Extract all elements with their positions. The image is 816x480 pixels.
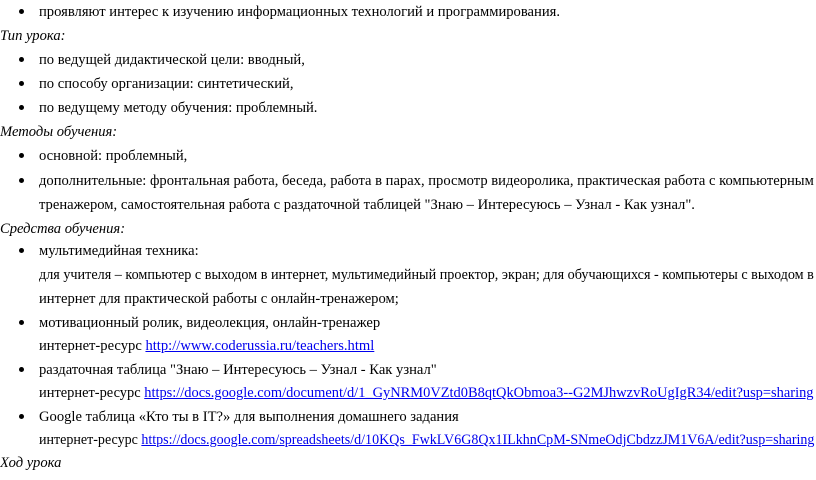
lesson-type-item: по способу организации: синтетический, [39, 76, 294, 92]
methods-extra-line-2: тренажером, самостоятельная работа с раздаточной таблицей "Знаю – Интересуюсь – Узнал - Как узнал". [39, 197, 695, 213]
lesson-progress-heading: Ход урока [0, 455, 62, 471]
multimedia-line-2: интернет для практической работы с онлайн-тренажером; [39, 291, 399, 307]
means-heading: Средства обучения: [0, 221, 126, 237]
bullet-icon [19, 105, 24, 110]
video-title: мотивационный ролик, видеолекция, онлайн-тренажер [39, 315, 381, 331]
handout-title: раздаточная таблица "Знаю – Интересуюсь – Узнал - Как узнал" [39, 362, 437, 378]
bullet-icon [19, 320, 24, 325]
video-resource [39, 337, 374, 355]
google-title: Google таблица «Кто ты в IT?» для выполнения домашнего задания [39, 409, 459, 425]
bullet-icon [19, 81, 24, 86]
bullet-icon [19, 367, 24, 372]
lesson-type-heading: Тип урока: [0, 28, 66, 44]
lesson-type-item: по ведущей дидактической цели: вводный, [39, 52, 305, 68]
methods-extra-line-1: дополнительные: фронтальная работа, беседа, работа в парах, просмотр видеоролика, практическая работа с компьютерным [39, 173, 814, 189]
bullet-icon [19, 248, 24, 253]
google-resource-prefix: интернет-ресурс [39, 432, 142, 448]
multimedia-title: мультимедийная техника: [39, 243, 199, 259]
video-resource-link[interactable]: http://www.coderussia.ru/teachers.html [145, 338, 375, 354]
bullet-icon [19, 9, 24, 14]
bullet-icon [19, 153, 24, 158]
bullet-icon [19, 57, 24, 62]
lesson-type-item: по ведущему методу обучения: проблемный. [39, 100, 318, 116]
google-resource [39, 431, 814, 449]
bullet-icon [19, 414, 24, 419]
video-resource-prefix: интернет-ресурс [39, 338, 146, 354]
interest-text: проявляют интерес к изучению информационных технологий и программирования. [39, 4, 561, 20]
handout-resource-link[interactable]: https://docs.google.com/document/d/1_GyNRM0VZtd0B8qtQkObmoa3--G2MJhwzvRoUgIgR34/edit?usp=sharing [144, 385, 814, 401]
handout-resource [39, 384, 814, 402]
methods-main: основной: проблемный, [39, 148, 188, 164]
bullet-icon [19, 178, 24, 183]
methods-heading: Методы обучения: [0, 124, 118, 140]
google-resource-link[interactable]: https://docs.google.com/spreadsheets/d/10KQs_FwkLV6G8Qx1ILkhnCpM-SNmeOdjCbdzzJM1V6A/edit?usp=sharing [141, 432, 815, 448]
handout-resource-prefix: интернет-ресурс [39, 385, 145, 401]
multimedia-line-1: для учителя – компьютер с выходом в интернет, мультимедийный проектор, экран; для обучающихся - компьютеры с выходом в [39, 267, 814, 283]
